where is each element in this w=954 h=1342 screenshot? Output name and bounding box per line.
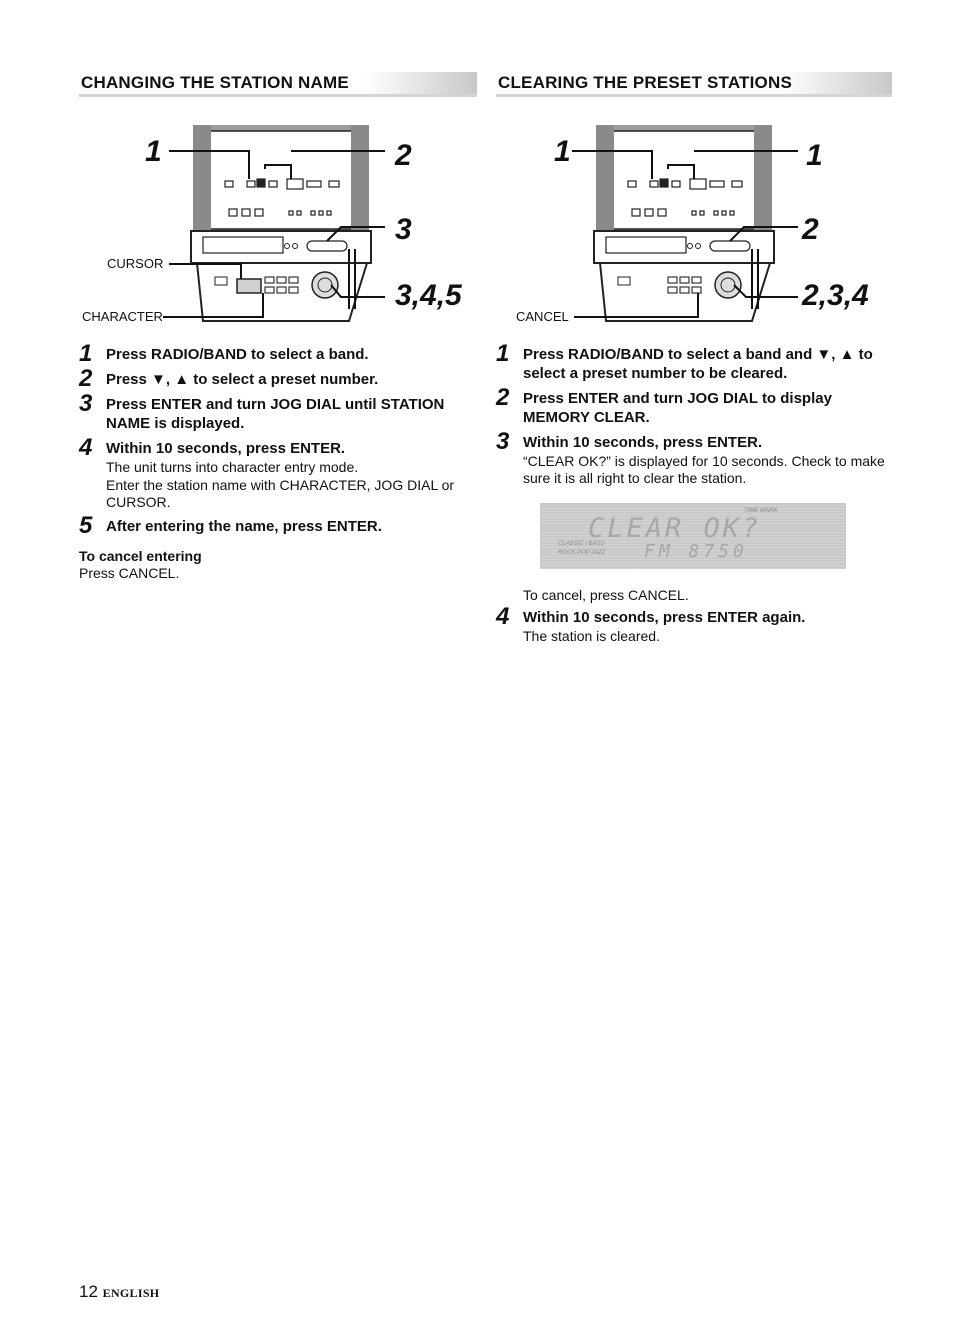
step-note-2: Enter the station name with CHARACTER, JOG DIAL or CURSOR. (106, 477, 455, 510)
callout-3: 3 (395, 213, 412, 246)
callout-2: 2 (395, 139, 412, 172)
step-number: 5 (79, 512, 93, 539)
device-figure (79, 109, 477, 337)
step-4 (79, 434, 477, 511)
step-title: After entering the name, press ENTER. (106, 518, 382, 535)
step-4 (496, 603, 892, 645)
step-title: Within 10 seconds, press ENTER. (106, 440, 346, 457)
callout-3-4-5: 3,4,5 (395, 279, 462, 312)
lcd-display-illustration (540, 503, 846, 569)
section-changing-station-name (79, 72, 477, 582)
cancel-entering-block (79, 548, 477, 582)
section-title: CHANGING THE STATION NAME (79, 72, 477, 97)
callout-2-3-4: 2,3,4 (802, 279, 869, 312)
unit-top-face (197, 131, 361, 229)
label-cancel: CANCEL (516, 309, 569, 324)
page-footer (79, 1282, 159, 1303)
step-3 (496, 428, 892, 487)
step-title: Within 10 seconds, press ENTER. (523, 434, 763, 451)
lcd-eq-label: CLASSIC / BASS (558, 541, 605, 547)
step-1 (496, 340, 892, 383)
device-figure (496, 109, 892, 337)
step-5 (79, 512, 477, 539)
step-2 (496, 384, 892, 427)
step-title: Press RADIO/BAND to select a band and ▼, ▲ to select a preset number to be cleared. (523, 346, 873, 382)
callout-1: 1 (145, 135, 162, 168)
unit-left-panel (193, 125, 211, 237)
section-clearing-preset-stations (496, 72, 892, 651)
step-title: Press ENTER and turn JOG DIAL until STATION NAME is displayed. (106, 396, 445, 432)
step-note: The unit turns into character entry mode. (106, 459, 359, 475)
lcd-time-mark: TIME MARK (744, 508, 778, 514)
unit-bottom (197, 263, 367, 321)
unit-right-panel (351, 125, 369, 237)
step-3 (79, 390, 477, 433)
lcd-main-text: CLEAR OK? (588, 513, 762, 544)
step-title: Press RADIO/BAND to select a band. (106, 346, 369, 363)
step-number: 3 (79, 390, 93, 417)
step-1 (79, 340, 477, 367)
character-button (237, 279, 261, 293)
step-number: 4 (496, 603, 510, 630)
label-cursor: CURSOR (107, 256, 164, 271)
unit-middle (191, 231, 371, 263)
step-note: The station is cleared. (523, 628, 660, 644)
step-number: 1 (79, 340, 93, 367)
step-title: Press ▼, ▲ to select a preset number. (106, 371, 379, 388)
callout-2: 2 (802, 213, 819, 246)
step-title: Press ENTER and turn JOG DIAL to display MEMORY CLEAR. (523, 390, 832, 426)
page-number: 12 (79, 1282, 98, 1301)
step-number: 2 (79, 365, 93, 392)
step-number: 2 (496, 384, 510, 411)
step-title: Within 10 seconds, press ENTER again. (523, 609, 806, 626)
step-2 (79, 365, 477, 392)
cancel-text: Press CANCEL. (79, 565, 180, 581)
step-number: 3 (496, 428, 510, 455)
cancel-title: To cancel entering (79, 548, 202, 564)
section-title: CLEARING THE PRESET STATIONS (496, 72, 892, 97)
step-number: 1 (496, 340, 510, 367)
cancel-note: To cancel, press CANCEL. (523, 587, 689, 603)
lcd-mode-label: ROCK POP JAZZ (558, 550, 606, 556)
jog-dial (312, 272, 338, 298)
step-note: “CLEAR OK?” is displayed for 10 seconds. Check to make sure it is all right to clear the station. (523, 453, 885, 486)
language-label: ENGLISH (102, 1286, 160, 1300)
callout-1b: 1 (806, 139, 823, 172)
lcd-sub-text: FM 8750 (644, 541, 748, 562)
label-character: CHARACTER (82, 309, 163, 324)
step-number: 4 (79, 434, 93, 461)
callout-1: 1 (554, 135, 571, 168)
steps-list (496, 340, 892, 487)
steps-list (79, 340, 477, 539)
